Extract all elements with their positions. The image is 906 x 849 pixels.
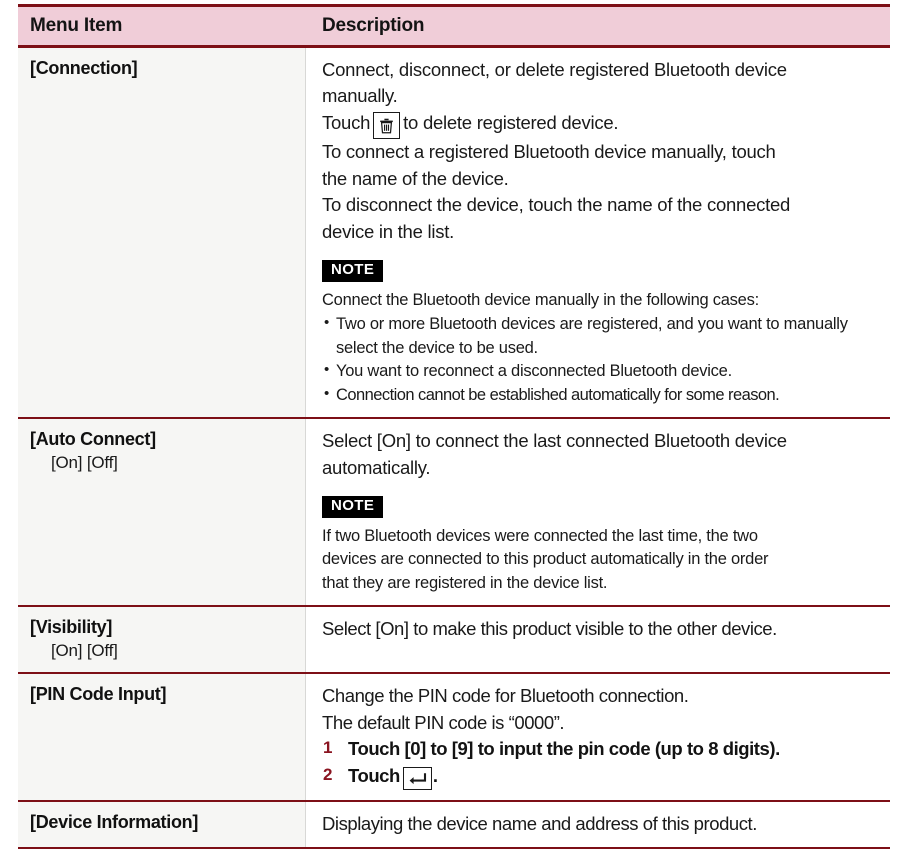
numbered-step-list [322,736,882,790]
trash-icon [373,112,400,139]
description-line: the name of the device. [322,167,509,189]
description-line: device in the list. [322,220,455,242]
step-text-suffix: . [432,764,438,786]
table-row [18,48,890,419]
note-line: If two Bluetooth devices were connected the last time, the two [322,526,758,545]
note-badge: NOTE [322,260,383,282]
touch-prefix-text: Touch [322,111,371,133]
description-cell [306,48,890,417]
description-line: To disconnect the device, touch the name of the connected [322,194,791,216]
description-line: Connect, disconnect, or delete registered Bluetooth device [322,59,787,80]
settings-table [18,4,890,849]
description-line: Change the PIN code for Bluetooth connection. [322,685,689,707]
list-item: • Two or more Bluetooth devices are registered, and you want to manually select the device to be used. [322,313,882,360]
touch-suffix-text: to delete registered device. [403,111,619,133]
description-cell [306,419,890,605]
menu-item-label: [Device Information] [30,811,199,832]
list-item [322,736,882,763]
list-item: • You want to reconnect a disconnected Bluetooth device. [322,360,882,383]
step-number: 2 [323,764,333,784]
menu-item-label: [PIN Code Input] [30,684,167,705]
list-item: • Connection cannot be established automatically for some reason. [322,384,882,407]
table-row [18,419,890,607]
column-header-menu-item: Menu Item [30,15,123,36]
menu-item-label: [Visibility] [30,617,113,638]
description-line: automatically. [322,456,431,478]
step-text: Touch [0] to [9] to input the pin code (up to 8 digits). [348,738,780,760]
description-cell [306,674,890,800]
table-row [18,607,890,674]
menu-item-cell [18,674,306,800]
menu-item-cell [18,802,306,847]
menu-item-cell [18,607,306,672]
column-header-description: Description [322,15,425,36]
description-line: Select [On] to make this product visible to the other device. [322,618,777,640]
table-row [18,802,890,849]
menu-item-label: [Connection] [30,58,138,78]
note-block [322,496,882,595]
note-line: that they are registered in the device list. [322,573,608,592]
list-item [322,763,882,790]
description-cell [306,802,890,847]
description-line: To connect a registered Bluetooth device manually, touch [322,141,776,163]
menu-item-cell [18,48,306,417]
description-line: manually. [322,85,398,107]
note-block [322,260,882,407]
step-text-prefix: Touch [348,764,400,786]
enter-key-icon [403,767,432,790]
description-line: The default PIN code is “0000”. [322,711,565,733]
table-row [18,674,890,802]
table-header-row [18,4,890,48]
menu-item-options: [On] [Off] [51,453,118,473]
step-number: 1 [323,738,333,758]
note-bullet-list [322,313,882,407]
description-cell [306,607,890,672]
note-line: devices are connected to this product automatically in the order [322,550,769,569]
note-badge: NOTE [322,496,383,518]
description-line: Select [On] to connect the last connected Bluetooth device [322,430,787,452]
description-line-with-trash-icon [322,110,882,140]
menu-item-cell [18,419,306,605]
menu-item-label: [Auto Connect] [30,429,156,450]
description-line: Displaying the device name and address of this product. [322,812,757,834]
note-intro-text: Connect the Bluetooth device manually in the following cases: [322,291,759,310]
menu-item-options: [On] [Off] [51,641,118,661]
note-body-text [322,525,882,595]
